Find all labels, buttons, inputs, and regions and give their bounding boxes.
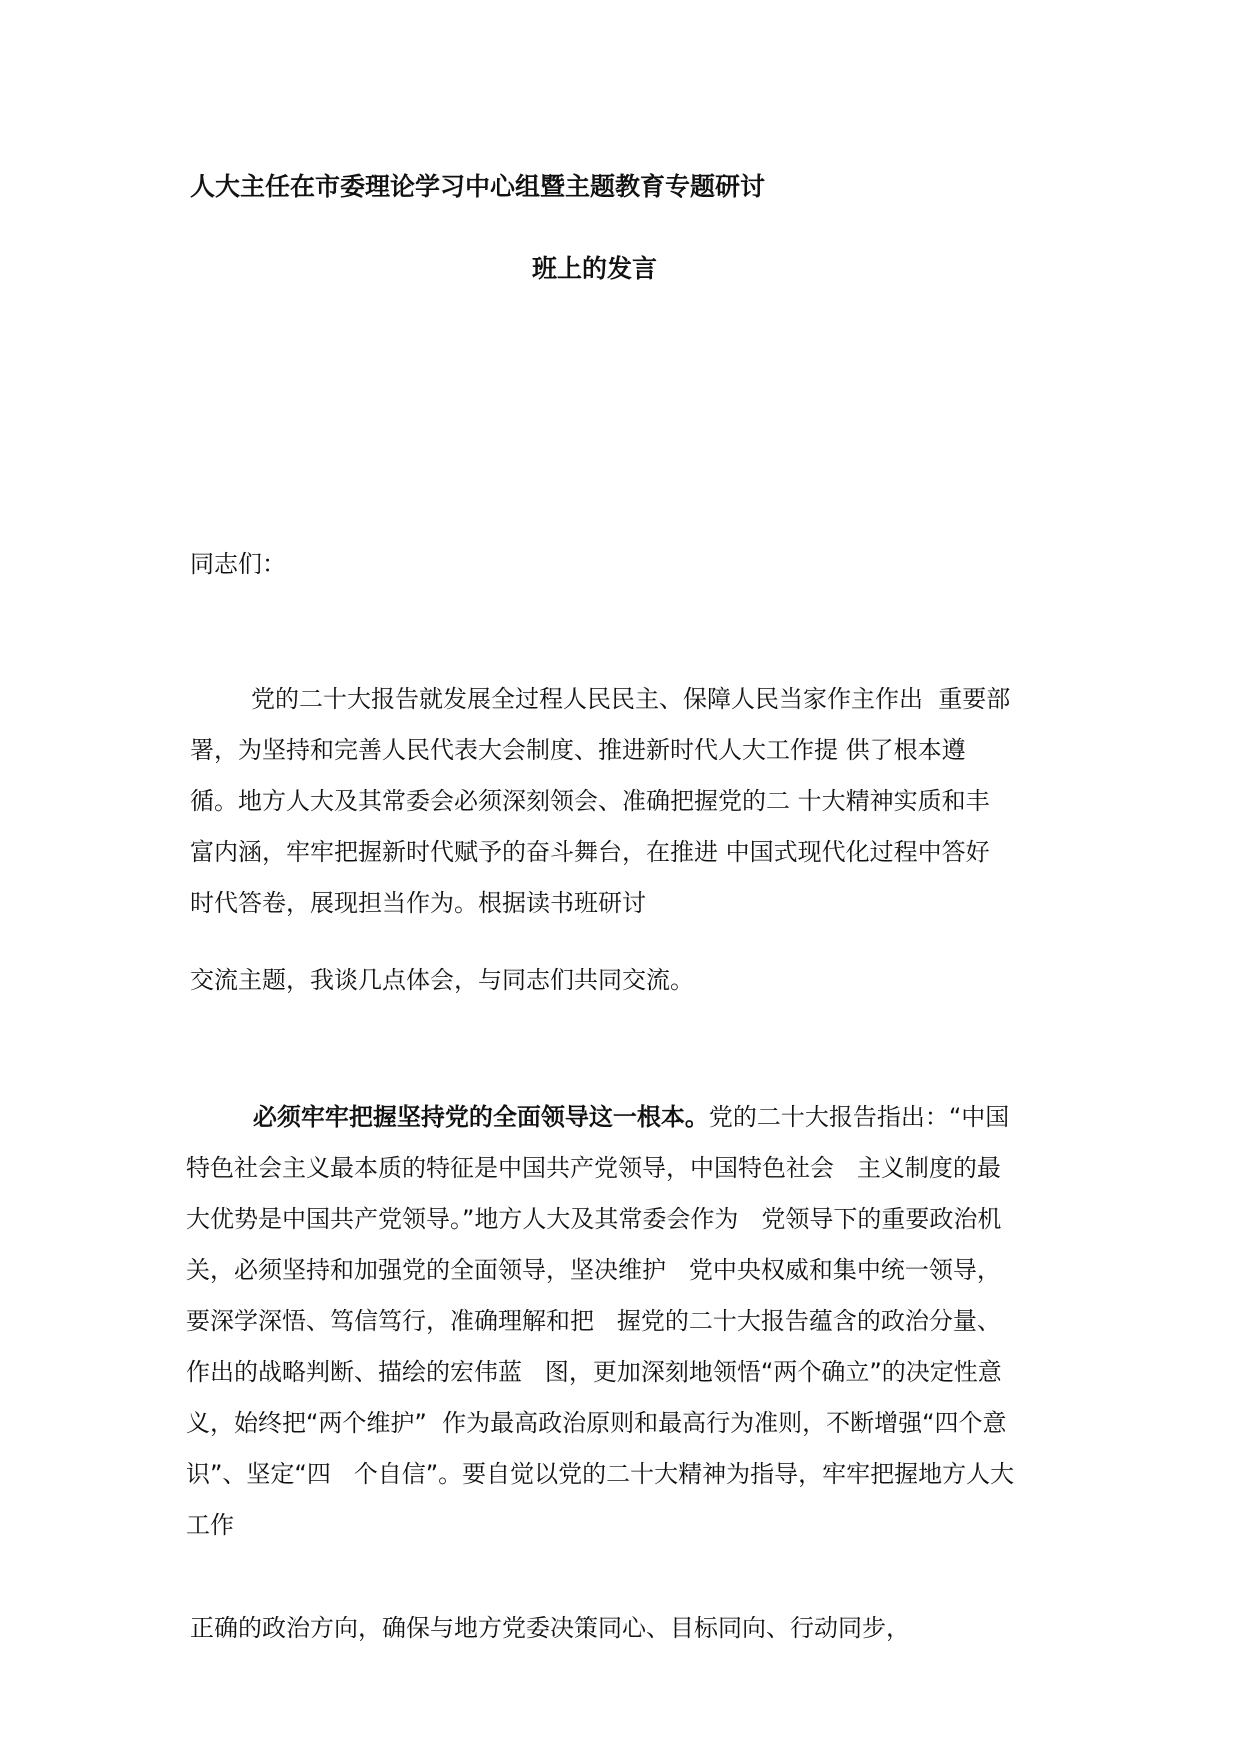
paragraph-2-line: 作出的战略判断、描绘的宏伟蓝 图，更加深刻地领悟“两个确立”的决定性意: [186, 1358, 1002, 1386]
paragraph-2-first-line: [186, 1092, 1086, 1143]
document-title-line-2: 班上的发言: [532, 254, 658, 283]
paragraph-1-line: 时代答卷，展现担当作为。根据读书班研讨: [190, 889, 646, 917]
paragraph-1-line: 党的二十大报告就发展全过程人民民主、保障人民当家作主作出 重要部: [190, 685, 1011, 713]
paragraph-2-line: 要深学深悟、笃信笃行，准确理解和把 握党的二十大报告蕴含的政治分量、: [186, 1307, 1001, 1335]
paragraph-2-line: 关，必须坚持和加强党的全面领导，坚决维护 党中央权威和集中统一领导，: [186, 1256, 1001, 1284]
salutation: 同志们：: [190, 550, 286, 578]
paragraph-2-line: 识”、坚定“四 个自信”。要自觉以党的二十大精神为指导，牢牢把握地方人大: [186, 1460, 1015, 1488]
paragraph-1-line: 署，为坚持和完善人民代表大会制度、推进新时代人大工作提 供了根本遵: [190, 736, 966, 764]
paragraph-1-line: 循。地方人大及其常委会必须深刻领会、准确把握党的二 十大精神实质和丰: [190, 787, 990, 815]
paragraph-2-tail: 正确的政治方向，确保与地方党委决策同心、目标同向、行动同步，: [190, 1614, 910, 1642]
paragraph-2-line: 义，始终把“两个维护” 作为最高政治原则和最高行为准则，不断增强“四个意: [186, 1409, 1007, 1437]
paragraph-2: [186, 1092, 1086, 1551]
paragraph-1: [190, 674, 1070, 929]
document-title-line-1: 人大主任在市委理论学习中心组暨主题教育专题研讨: [190, 172, 766, 201]
paragraph-2-line: 工作: [186, 1511, 234, 1539]
paragraph-2-first-line-rest: 党的二十大报告指出：“中国: [708, 1103, 1010, 1131]
paragraph-1-line: 富内涵，牢牢把握新时代赋予的奋斗舞台，在推进 中国式现代化过程中答好: [190, 838, 990, 866]
paragraph-2-lead: 必须牢牢把握坚持党的全面领导这一根本。: [186, 1103, 709, 1131]
paragraph-2-line: 大优势是中国共产党领导。”地方人大及其常委会作为 党领导下的重要政治机: [186, 1205, 1002, 1233]
paragraph-2-line: 特色社会主义最本质的特征是中国共产党领导，中国特色社会 主义制度的最: [186, 1154, 1001, 1182]
paragraph-1-tail: 交流主题，我谈几点体会，与同志们共同交流。: [190, 966, 694, 994]
